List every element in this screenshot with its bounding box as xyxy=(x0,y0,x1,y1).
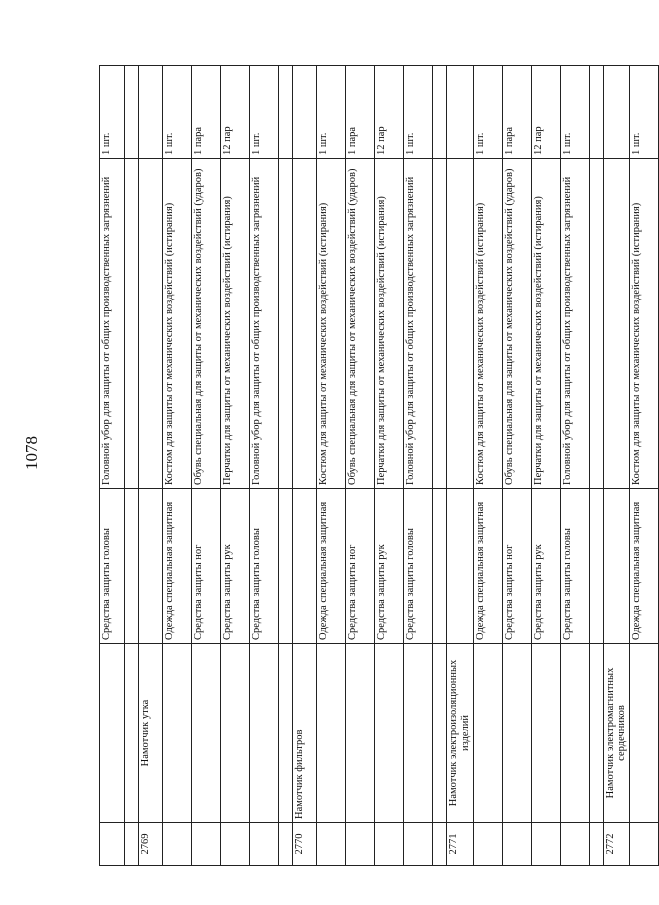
table-row xyxy=(346,66,375,866)
description-cell: Обувь специальная для защиты от механических воздействий (ударов) xyxy=(502,159,531,489)
ppe-type-cell: Средства защиты рук xyxy=(531,489,560,644)
description-cell: Перчатки для защиты от механических воздействий (истирания) xyxy=(221,159,250,489)
table-row xyxy=(317,66,346,866)
ppe-type-cell: Одежда специальная защитная xyxy=(473,489,502,644)
ppe-type-cell: Средства защиты рук xyxy=(221,489,250,644)
number-cell: 2771 xyxy=(447,823,474,866)
table-row xyxy=(560,66,589,866)
table-row xyxy=(433,66,447,866)
table-row xyxy=(502,66,531,866)
table-row xyxy=(100,66,125,866)
ppe-type-cell: Одежда специальная защитная xyxy=(163,489,192,644)
ppe-type-cell: Средства защиты головы xyxy=(404,489,433,644)
description-cell: Головной убор для защиты от общих производственных загрязнений xyxy=(560,159,589,489)
quantity-cell: 1 шт. xyxy=(404,66,433,159)
description-cell: Костюм для защиты от механических воздействий (истирания) xyxy=(473,159,502,489)
table-row xyxy=(404,66,433,866)
quantity-cell: 1 шт. xyxy=(560,66,589,159)
ppe-type-cell: Средства защиты головы xyxy=(250,489,279,644)
description-cell: Костюм для защиты от механических воздействий (истирания) xyxy=(317,159,346,489)
description-cell: Головной убор для защиты от общих производственных загрязнений xyxy=(100,159,125,489)
page-number: 1078 xyxy=(22,436,41,470)
section-header-row xyxy=(447,66,474,866)
ppe-type-cell: Средства защиты рук xyxy=(375,489,404,644)
ppe-type-cell: Средства защиты ног xyxy=(502,489,531,644)
profession-cell: Намотчик электромагнитных сердечников xyxy=(603,644,630,823)
number-cell: 2769 xyxy=(139,823,163,866)
ppe-type-cell: Средства защиты ног xyxy=(346,489,375,644)
table-row xyxy=(125,66,139,866)
description-cell: Перчатки для защиты от механических воздействий (истирания) xyxy=(375,159,404,489)
quantity-cell: 1 шт. xyxy=(473,66,502,159)
number-cell: 2770 xyxy=(293,823,317,866)
section-header-row xyxy=(139,66,163,866)
rotated-table-container xyxy=(99,66,642,866)
quantity-cell: 1 шт. xyxy=(163,66,192,159)
table-row xyxy=(163,66,192,866)
quantity-cell: 12 пар xyxy=(531,66,560,159)
section-header-row xyxy=(293,66,317,866)
quantity-cell: 1 пара xyxy=(502,66,531,159)
quantity-cell: 1 шт. xyxy=(100,66,125,159)
quantity-cell: 12 пар xyxy=(375,66,404,159)
quantity-cell: 1 шт. xyxy=(630,66,659,159)
ppe-type-cell: Одежда специальная защитная xyxy=(630,489,659,644)
quantity-cell: 1 шт. xyxy=(317,66,346,159)
profession-cell xyxy=(100,644,125,823)
profession-cell: Намотчик фильтров xyxy=(293,644,317,823)
quantity-cell: 1 пара xyxy=(192,66,221,159)
description-cell: Обувь специальная для защиты от механических воздействий (ударов) xyxy=(192,159,221,489)
number-cell: 2772 xyxy=(603,823,630,866)
ppe-type-cell: Средства защиты головы xyxy=(560,489,589,644)
number-cell xyxy=(100,823,125,866)
table-row xyxy=(630,66,659,866)
table-row xyxy=(221,66,250,866)
quantity-cell: 1 пара xyxy=(346,66,375,159)
description-cell: Костюм для защиты от механических воздействий (истирания) xyxy=(630,159,659,489)
description-cell: Перчатки для защиты от механических воздействий (истирания) xyxy=(531,159,560,489)
ppe-type-cell: Средства защиты головы xyxy=(100,489,125,644)
quantity-cell: 12 пар xyxy=(221,66,250,159)
table-row xyxy=(531,66,560,866)
table-row xyxy=(589,66,603,866)
description-cell: Костюм для защиты от механических воздействий (истирания) xyxy=(163,159,192,489)
table-row xyxy=(279,66,293,866)
profession-cell: Намотчик электроизоляционных изделий xyxy=(447,644,474,823)
quantity-cell: 1 шт. xyxy=(250,66,279,159)
profession-cell: Намотчик утка xyxy=(139,644,163,823)
ppe-norms-table xyxy=(99,65,659,866)
table-row xyxy=(250,66,279,866)
table-row xyxy=(192,66,221,866)
ppe-type-cell: Одежда специальная защитная xyxy=(317,489,346,644)
description-cell: Головной убор для защиты от общих производственных загрязнений xyxy=(404,159,433,489)
description-cell: Головной убор для защиты от общих производственных загрязнений xyxy=(250,159,279,489)
description-cell: Обувь специальная для защиты от механических воздействий (ударов) xyxy=(346,159,375,489)
section-header-row xyxy=(603,66,630,866)
ppe-type-cell: Средства защиты ног xyxy=(192,489,221,644)
table-row xyxy=(375,66,404,866)
table-row xyxy=(473,66,502,866)
